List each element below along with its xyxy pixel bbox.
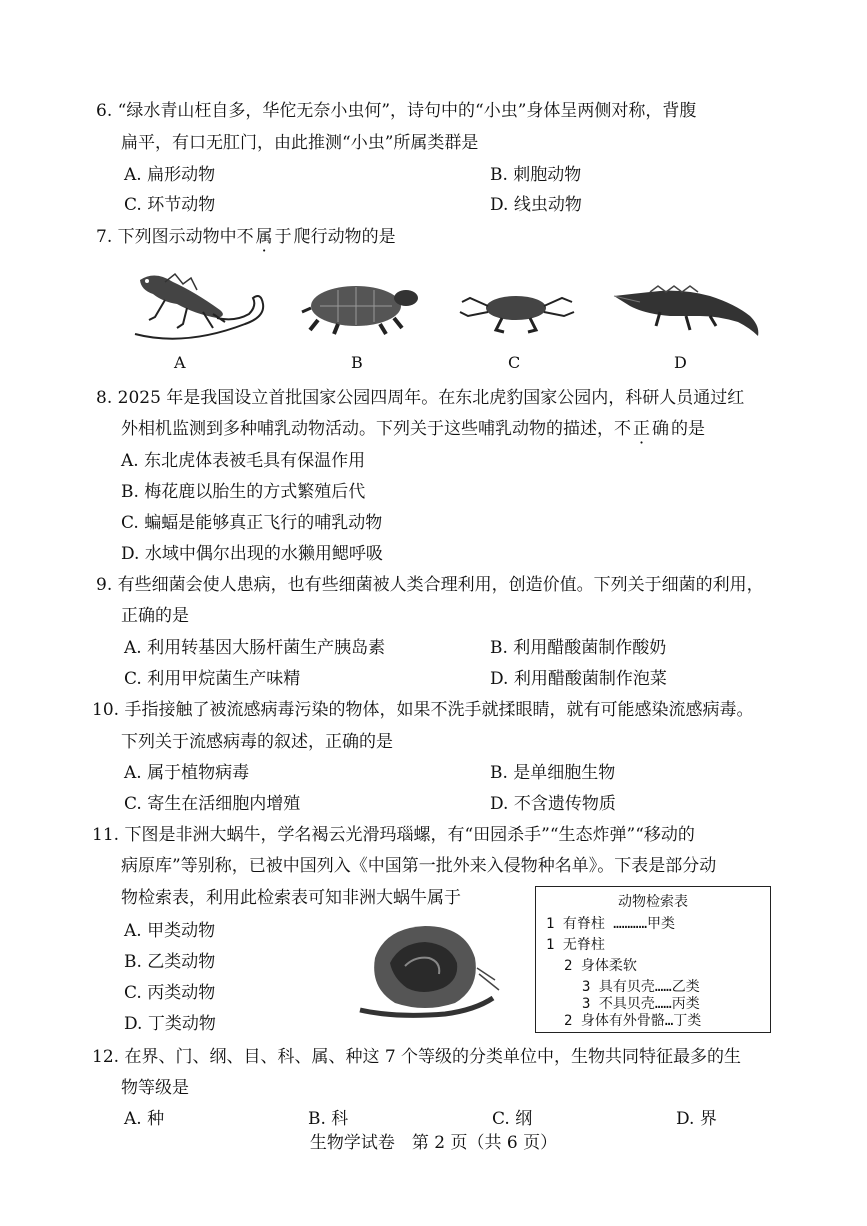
- table-title: 动物检索表: [618, 894, 688, 910]
- q8-line2-pre: 外相机监测到多种哺乳动物活动。下列关于这些哺乳动物的描述，: [121, 419, 614, 439]
- q6-option-a: A. 扁形动物: [124, 165, 216, 185]
- q8-line1: 8. 2025 年是我国设立首批国家公园四周年。在东北虎豹国家公园内，科研人员通过红: [96, 388, 745, 408]
- q10-option-a: A. 属于植物病毒: [124, 763, 250, 783]
- q7-label-d: D: [674, 353, 687, 372]
- q7-stem: [96, 222, 396, 247]
- q9-option-b: B. 利用醋酸菌制作酸奶: [490, 638, 667, 658]
- q8-option-a: A. 东北虎体表被毛具有保温作用: [121, 451, 366, 471]
- q10-line1: 10. 手指接触了被流感病毒污染的物体，如果不洗手就揉眼睛，就有可能感染流感病毒。: [92, 700, 754, 720]
- q11-option-d: D. 丁类动物: [124, 1014, 216, 1034]
- q6-option-d: D. 线虫动物: [490, 195, 582, 215]
- animal-key-table: [535, 886, 771, 1033]
- lizard-icon: [125, 262, 275, 342]
- q7-stem-post: 爬行动物的是: [293, 227, 396, 247]
- q12-line1: 12. 在界、门、纲、目、科、属、种这 7 个等级的分类单位中，生物共同特征最多的生: [92, 1047, 742, 1067]
- turtle-icon: [298, 276, 423, 336]
- q10-option-c: C. 寄生在活细胞内增殖: [124, 794, 301, 814]
- q6-line2: 扁平，有口无肛门，由此推测“小虫”所属类群是: [121, 133, 479, 153]
- q10-option-b: B. 是单细胞生物: [490, 763, 616, 783]
- q9-line1: 9. 有些细菌会使人患病，也有些细菌被人类合理利用，创造价值。下列关于细菌的利用，: [96, 575, 764, 595]
- q7-emphasis: 不属于: [236, 227, 294, 247]
- q8-option-d: D. 水域中偶尔出现的水獭用鳃呼吸: [121, 544, 383, 564]
- q6-line1: 6. “绿水青山枉自多，华佗无奈小虫何”，诗句中的“小虫”身体呈两侧对称，背腹: [96, 101, 697, 121]
- q11-line1: 11. 下图是非洲大蜗牛，学名褐云光滑玛瑙螺，有“田园杀手”“生态炸弹”“移动的: [92, 825, 695, 845]
- table-row: 2 身体有外骨骼…丁类: [564, 1013, 702, 1029]
- q11-option-a: A. 甲类动物: [124, 921, 216, 941]
- q9-option-a: A. 利用转基因大肠杆菌生产胰岛素: [124, 638, 386, 658]
- page-footer: 生物学试卷 第 2 页（共 6 页）: [309, 1133, 558, 1153]
- q12-option-d: D. 界: [676, 1109, 717, 1129]
- q11-line2: 病原库”等别称，已被中国列入《中国第一批外来入侵物种名单》。下表是部分动: [121, 856, 717, 876]
- crab-icon: [458, 286, 576, 336]
- table-row: 3 具有贝壳……乙类: [582, 979, 700, 995]
- q8-option-c: C. 蝙蝠是能够真正飞行的哺乳动物: [121, 513, 383, 533]
- q11-option-c: C. 丙类动物: [124, 983, 216, 1003]
- q7-label-b: B: [351, 353, 363, 372]
- crocodile-icon: [610, 282, 770, 340]
- q11-line3: 物检索表，利用此检索表可知非洲大蜗牛属于: [121, 888, 461, 908]
- q12-option-b: B. 科: [308, 1109, 349, 1129]
- q8-line2: [121, 414, 705, 439]
- q7-stem-pre: 7. 下列图示动物中: [96, 227, 237, 247]
- q10-line2: 下列关于流感病毒的叙述，正确的是: [121, 732, 393, 752]
- q9-line2: 正确的是: [121, 606, 189, 626]
- q8-option-b: B. 梅花鹿以胎生的方式繁殖后代: [121, 482, 366, 502]
- q6-option-c: C. 环节动物: [124, 195, 216, 215]
- q6-option-b: B. 刺胞动物: [490, 165, 582, 185]
- q8-line2-post: 的是: [671, 419, 705, 439]
- q7-label-a: A: [174, 353, 186, 372]
- q7-label-c: C: [508, 353, 521, 372]
- q12-option-a: A. 种: [124, 1109, 165, 1129]
- table-row: 3 不具贝壳……丙类: [582, 996, 700, 1012]
- q10-option-d: D. 不含遗传物质: [490, 794, 616, 814]
- snail-icon: [355, 918, 505, 1023]
- table-row: 1 无脊柱: [546, 937, 605, 953]
- q12-line2: 物等级是: [121, 1078, 189, 1098]
- q9-option-d: D. 利用醋酸菌制作泡菜: [490, 669, 667, 689]
- table-row: 2 身体柔软: [564, 958, 637, 974]
- q12-option-c: C. 纲: [492, 1109, 533, 1129]
- q9-option-c: C. 利用甲烷菌生产味精: [124, 669, 301, 689]
- q11-option-b: B. 乙类动物: [124, 952, 216, 972]
- q8-emphasis: 不正确: [614, 419, 671, 439]
- table-row: 1 有脊柱 …………甲类: [546, 916, 676, 932]
